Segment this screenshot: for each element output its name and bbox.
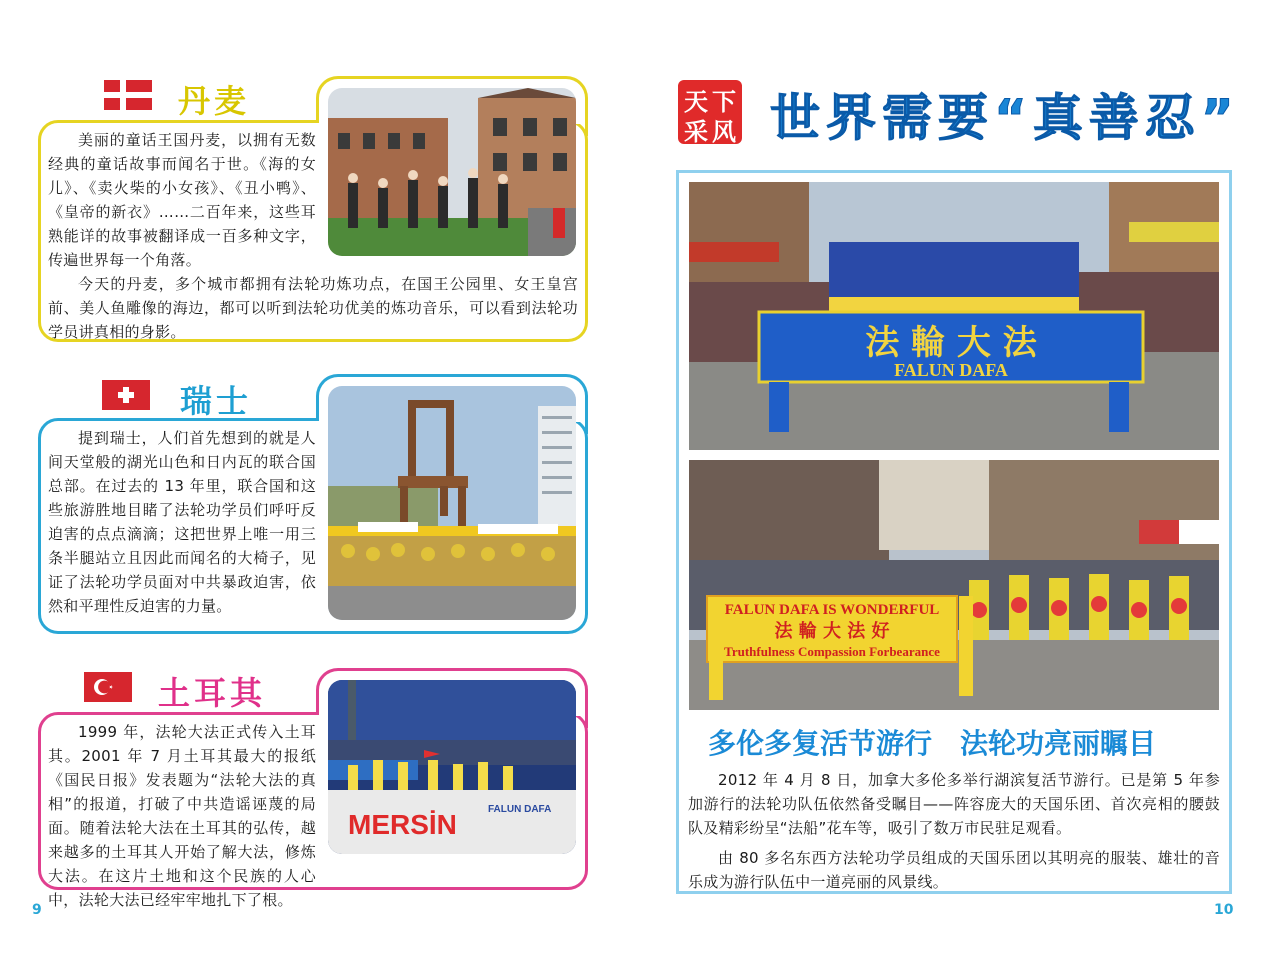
turkey-text-1: 1999 年，法轮大法正式传入土耳其。2001 年 7 月土耳其最大的报纸《国民日报》发表题为“法轮大法的真相”的报道，打破了中共造谣诬蔑的局面。随着法轮大法在土耳其的弘传，越来越多的土耳其人开始了解大法，修炼大法。在这片土地和这个民族的人心中，法轮大法已经牢牢地扎下了根。 (48, 723, 316, 909)
article-title: 多伦多复活节游行 法轮功亮丽瞩目 (708, 727, 1157, 760)
switzerland-flag-icon (102, 380, 150, 410)
mersin-banner-small: FALUN DAFA (488, 804, 552, 815)
parade-photo-2 (689, 460, 1219, 710)
page-number-left: 9 (32, 902, 42, 918)
photo2-banner-top: FALUN DAFA IS WONDERFUL (724, 602, 940, 618)
mersin-banner-text: MERSİN (348, 809, 457, 840)
badge-char-1: 天 (684, 88, 708, 116)
article-paragraph-2: 由 80 多名东西方法轮功学员组成的天国乐团以其明亮的服装、雄壮的音乐成为游行队伍中一道亮丽的风景线。 (688, 849, 1220, 891)
photo2-banner-bottom: Truthfulness Compassion Forbearance (724, 644, 940, 659)
switzerland-text: 提到瑞士，人们首先想到的就是人间天堂般的湖光山色和日内瓦的联合国总部。在过去的 13 年里，联合国和这些旅游胜地目睹了法轮功学员们呼吁反迫害的点点滴滴；这把世界上唯一用三条半腿站立且因此而闻名的大椅子，见证了法轮功学员面对中共暴政迫害，依然和平理性反迫害的力量。 (48, 429, 316, 615)
turkey-heading: 土耳其 (158, 674, 267, 712)
turkey-photo (328, 680, 576, 854)
denmark-text-2: 今天的丹麦，多个城市都拥有法轮功炼功点，在国王公园里、女王皇宫前、美人鱼雕像的海边，都可以听到法轮功优美的炼功音乐，可以看到法轮功学员讲真相的身影。 (48, 275, 578, 341)
photo1-banner-chinese: 法 輪 大 法 (865, 323, 1037, 363)
denmark-photo (328, 88, 576, 256)
badge-char-2: 下 (712, 88, 736, 116)
photo1-banner-english: FALUN DAFA (894, 360, 1008, 380)
turkey-flag-icon (84, 672, 132, 702)
page-number-right: 10 (1214, 902, 1234, 918)
denmark-heading: 丹麦 (178, 82, 251, 120)
photo2-banner-chinese: 法 輪 大 法 好 (774, 621, 890, 642)
badge-char-3: 采 (684, 118, 708, 146)
denmark-flag-icon (104, 80, 152, 110)
article-paragraph-1: 2012 年 4 月 8 日，加拿大多伦多举行湖滨复活节游行。已是第 5 年参加游行的法轮功队伍依然备受瞩目——阵容庞大的天国乐团、首次亮相的腰鼓队及精彩纷呈“法船”花车等，吸引了数万市民驻足观看。 (688, 771, 1220, 837)
switzerland-heading: 瑞士 (180, 382, 253, 420)
article-body (688, 768, 1220, 894)
switzerland-photo (328, 386, 576, 620)
parade-photo-1 (689, 182, 1219, 450)
badge-char-4: 风 (712, 118, 736, 146)
denmark-text-1: 美丽的童话王国丹麦，以拥有无数经典的童话故事而闻名于世。《海的女儿》、《卖火柴的小女孩》、《丑小鸭》、《皇帝的新衣》……二百年来，这些耳熟能详的故事被翻译成一百多种文字，传遍世界每一个角落。 (48, 131, 316, 269)
page-title: 世界需要“真善忍” (770, 89, 1240, 147)
tianxia-caifeng-badge (678, 80, 742, 144)
